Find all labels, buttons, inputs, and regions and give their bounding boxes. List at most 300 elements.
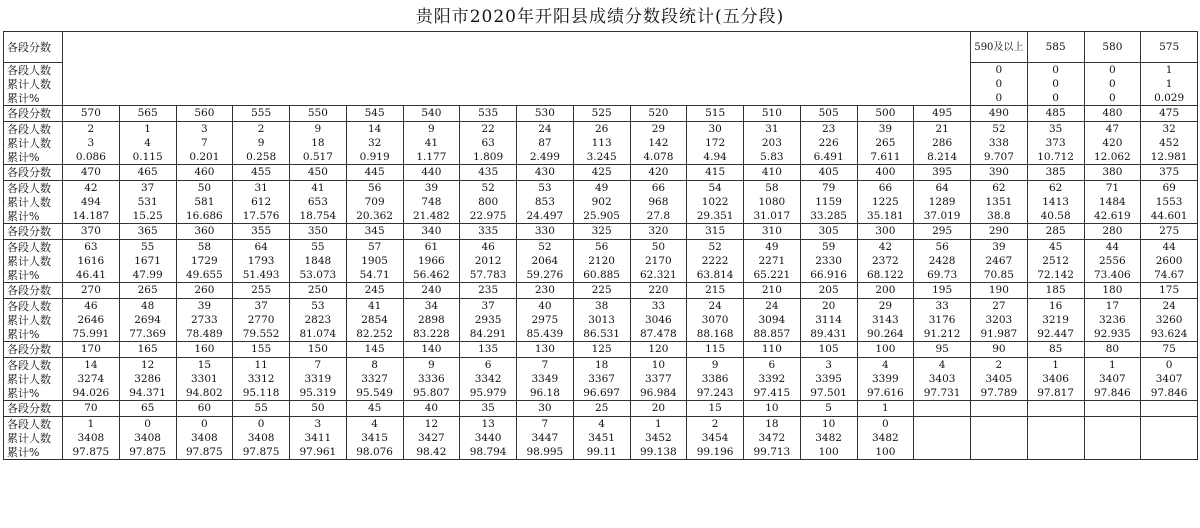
- cell-cums: 3440: [460, 431, 517, 445]
- cell-scores: 485: [1027, 106, 1084, 122]
- cell-cums: 2600: [1141, 254, 1198, 268]
- block-3-row-scores: [4, 283, 1198, 299]
- cell-scores: 470: [63, 165, 120, 181]
- cell-counts: [914, 417, 971, 432]
- cell-scores: 240: [403, 283, 460, 299]
- cell-cums: 2733: [176, 313, 233, 327]
- cell-pcts: 2.499: [517, 150, 574, 165]
- cell-counts: 6: [460, 358, 517, 373]
- cell-counts: 18: [573, 358, 630, 373]
- cell-counts: 64: [914, 181, 971, 196]
- cell-scores: 430: [517, 165, 574, 181]
- cell-cums: 3143: [857, 313, 914, 327]
- cell-cums: 373: [1027, 136, 1084, 150]
- cell-pcts: 53.073: [290, 268, 347, 283]
- cell-pcts: 97.616: [857, 386, 914, 401]
- cell-scores: 480: [1084, 106, 1141, 122]
- cell-counts: 37: [119, 181, 176, 196]
- cell-scores: 140: [403, 342, 460, 358]
- cell-pcts: 4.94: [687, 150, 744, 165]
- cell-counts: 17: [1084, 299, 1141, 314]
- cell-scores: 180: [1084, 283, 1141, 299]
- cell-counts: 39: [971, 240, 1028, 255]
- cell-scores: 290: [971, 224, 1028, 240]
- cell-cums: 2770: [233, 313, 290, 327]
- cell-scores: 280: [1084, 224, 1141, 240]
- cell-counts: 4: [346, 417, 403, 432]
- cell-pcts: 40.58: [1027, 209, 1084, 224]
- cell-scores: 515: [687, 106, 744, 122]
- cell-pcts: 66.916: [800, 268, 857, 283]
- cell-scores: 200: [857, 283, 914, 299]
- block-4-row-scores: [4, 342, 1198, 358]
- block-1-row-counts: [4, 181, 1198, 196]
- cell-cums: 3176: [914, 313, 971, 327]
- cell-pcts: 59.276: [517, 268, 574, 283]
- cell-cums: 2120: [573, 254, 630, 268]
- cell-pcts: 77.369: [119, 327, 176, 342]
- block-4-row-counts: [4, 358, 1198, 373]
- cell-pcts: 91.987: [971, 327, 1028, 342]
- cell-counts: 39: [176, 299, 233, 314]
- cell-scores: 580: [1084, 32, 1141, 63]
- cell-pcts: 97.817: [1027, 386, 1084, 401]
- cell-scores: 555: [233, 106, 290, 122]
- cell-pcts: 94.371: [119, 386, 176, 401]
- cell-scores: 390: [971, 165, 1028, 181]
- cell-scores: 565: [119, 106, 176, 122]
- cell-pcts: 0.029: [1141, 91, 1198, 106]
- cell-scores: 475: [1141, 106, 1198, 122]
- cell-counts: 0: [1027, 63, 1084, 78]
- cell-pcts: 0.517: [290, 150, 347, 165]
- cell-scores: 395: [914, 165, 971, 181]
- cell-cums: 1159: [800, 195, 857, 209]
- cell-scores: 550: [290, 106, 347, 122]
- block-5-row-scores: [4, 401, 1198, 417]
- cell-cums: 1729: [176, 254, 233, 268]
- cell-cums: 3415: [346, 431, 403, 445]
- cell-counts: 21: [914, 122, 971, 137]
- row-label-pct: 累计%: [4, 150, 63, 165]
- cell-counts: 55: [119, 240, 176, 255]
- cell-cums: 9: [233, 136, 290, 150]
- block-1-row-cums: [4, 195, 1198, 209]
- cell-counts: 9: [290, 122, 347, 137]
- cell-pcts: 20.362: [346, 209, 403, 224]
- cell-counts: 50: [176, 181, 233, 196]
- cell-pcts: 81.074: [290, 327, 347, 342]
- cell-counts: 45: [1027, 240, 1084, 255]
- cell-cums: 3349: [517, 372, 574, 386]
- cell-pcts: [914, 445, 971, 460]
- cell-cums: 3236: [1084, 313, 1141, 327]
- cell-counts: 38: [573, 299, 630, 314]
- cell-counts: 39: [857, 122, 914, 137]
- cell-cums: 41: [403, 136, 460, 150]
- cell-scores: 225: [573, 283, 630, 299]
- cell-pcts: 72.142: [1027, 268, 1084, 283]
- cell-cums: 1484: [1084, 195, 1141, 209]
- cell-counts: 24: [687, 299, 744, 314]
- cell-counts: 62: [1027, 181, 1084, 196]
- cell-cums: 1351: [971, 195, 1028, 209]
- cell-scores: 90: [971, 342, 1028, 358]
- cell-counts: 58: [176, 240, 233, 255]
- cell-scores: 400: [857, 165, 914, 181]
- cell-cums: 3386: [687, 372, 744, 386]
- cell-scores: 365: [119, 224, 176, 240]
- cell-scores: 590及以上: [971, 32, 1028, 63]
- cell-pcts: 25.905: [573, 209, 630, 224]
- cell-pcts: 87.478: [630, 327, 687, 342]
- cell-scores: 230: [517, 283, 574, 299]
- cell-pcts: 31.017: [744, 209, 801, 224]
- cell-counts: 9: [687, 358, 744, 373]
- cell-cums: 3395: [800, 372, 857, 386]
- cell-pcts: 21.482: [403, 209, 460, 224]
- cell-cums: 3260: [1141, 313, 1198, 327]
- cell-counts: 24: [744, 299, 801, 314]
- cell-counts: 6: [744, 358, 801, 373]
- cell-cums: 3013: [573, 313, 630, 327]
- cell-pcts: 98.794: [460, 445, 517, 460]
- block-2-row-scores: [4, 224, 1198, 240]
- cell-cums: 2271: [744, 254, 801, 268]
- cell-pcts: 95.118: [233, 386, 290, 401]
- cell-counts: 12: [403, 417, 460, 432]
- cell-scores: 330: [517, 224, 574, 240]
- cell-pcts: 95.979: [460, 386, 517, 401]
- cell-pcts: 68.122: [857, 268, 914, 283]
- cell-cums: 3408: [233, 431, 290, 445]
- cell-scores: 505: [800, 106, 857, 122]
- cell-cums: 3405: [971, 372, 1028, 386]
- cell-counts: 50: [630, 240, 687, 255]
- cell-scores: 245: [346, 283, 403, 299]
- cell-cums: 87: [517, 136, 574, 150]
- cell-pcts: 90.264: [857, 327, 914, 342]
- row-label-pct: 累计%: [4, 327, 63, 342]
- cell-cums: 1616: [63, 254, 120, 268]
- cell-pcts: 51.493: [233, 268, 290, 283]
- cell-pcts: 38.8: [971, 209, 1028, 224]
- cell-pcts: 97.243: [687, 386, 744, 401]
- cell-cums: 1905: [346, 254, 403, 268]
- cell-cums: 709: [346, 195, 403, 209]
- cell-cums: 1793: [233, 254, 290, 268]
- cell-counts: 41: [346, 299, 403, 314]
- cell-counts: 66: [630, 181, 687, 196]
- cell-cums: 2170: [630, 254, 687, 268]
- cell-counts: 79: [800, 181, 857, 196]
- cell-pcts: 0: [1027, 91, 1084, 106]
- block-2-row-pcts: [4, 268, 1198, 283]
- cell-pcts: 37.019: [914, 209, 971, 224]
- cell-counts: 33: [914, 299, 971, 314]
- cell-pcts: 73.406: [1084, 268, 1141, 283]
- cell-counts: 3: [290, 417, 347, 432]
- cell-counts: 53: [290, 299, 347, 314]
- cell-counts: [1084, 417, 1141, 432]
- cell-cums: 286: [914, 136, 971, 150]
- cell-pcts: 65.221: [744, 268, 801, 283]
- cell-cums: 2898: [403, 313, 460, 327]
- cell-counts: 55: [290, 240, 347, 255]
- row-label-pct: 累计%: [4, 91, 63, 106]
- cell-pcts: 97.875: [233, 445, 290, 460]
- cell-scores: 70: [63, 401, 120, 417]
- cell-cums: 2064: [517, 254, 574, 268]
- cell-counts: 7: [517, 417, 574, 432]
- cell-cums: 3408: [63, 431, 120, 445]
- cell-counts: 39: [403, 181, 460, 196]
- cell-pcts: 0: [1084, 91, 1141, 106]
- cell-pcts: 79.552: [233, 327, 290, 342]
- row-label-count: 各段人数: [4, 122, 63, 137]
- cell-counts: 20: [800, 299, 857, 314]
- cell-pcts: 82.252: [346, 327, 403, 342]
- cell-scores: 325: [573, 224, 630, 240]
- cell-counts: 66: [857, 181, 914, 196]
- cell-pcts: 88.168: [687, 327, 744, 342]
- cell-scores: 20: [630, 401, 687, 417]
- cell-counts: 61: [403, 240, 460, 255]
- cell-counts: 4: [573, 417, 630, 432]
- cell-counts: 49: [744, 240, 801, 255]
- cell-scores: 1: [857, 401, 914, 417]
- cell-pcts: 62.321: [630, 268, 687, 283]
- cell-pcts: 17.576: [233, 209, 290, 224]
- cell-scores: 250: [290, 283, 347, 299]
- cell-scores: 585: [1027, 32, 1084, 63]
- cell-cums: 1671: [119, 254, 176, 268]
- cell-scores: 530: [517, 106, 574, 122]
- cell-pcts: 99.11: [573, 445, 630, 460]
- cell-cums: [1141, 431, 1198, 445]
- cell-scores: 320: [630, 224, 687, 240]
- cell-pcts: 96.984: [630, 386, 687, 401]
- cell-pcts: 100: [800, 445, 857, 460]
- cell-cums: [1027, 431, 1084, 445]
- row-label-score: 各段分数: [4, 224, 63, 240]
- cell-cums: 4: [119, 136, 176, 150]
- cell-cums: 3452: [630, 431, 687, 445]
- cell-scores: 445: [346, 165, 403, 181]
- cell-pcts: 99.138: [630, 445, 687, 460]
- row-label-score: 各段分数: [4, 401, 63, 417]
- cell-counts: 23: [800, 122, 857, 137]
- cell-scores: 160: [176, 342, 233, 358]
- cell-counts: 42: [63, 181, 120, 196]
- cell-scores: 215: [687, 283, 744, 299]
- cell-counts: [971, 417, 1028, 432]
- row-label-pct: 累计%: [4, 445, 63, 460]
- cell-scores: 380: [1084, 165, 1141, 181]
- row-label-cum: 累计人数: [4, 136, 63, 150]
- block-4-row-pcts: [4, 386, 1198, 401]
- cell-counts: 52: [687, 240, 744, 255]
- cell-cums: 3336: [403, 372, 460, 386]
- cell-scores: [1084, 401, 1141, 417]
- cell-counts: 54: [687, 181, 744, 196]
- cell-scores: 25: [573, 401, 630, 417]
- cell-cums: 3327: [346, 372, 403, 386]
- cell-cums: 0: [1027, 77, 1084, 91]
- row-label-cum: 累计人数: [4, 313, 63, 327]
- cell-scores: 170: [63, 342, 120, 358]
- cell-cums: 1022: [687, 195, 744, 209]
- cell-scores: [1027, 401, 1084, 417]
- cell-cums: 2330: [800, 254, 857, 268]
- cell-scores: 305: [800, 224, 857, 240]
- cell-pcts: 15.25: [119, 209, 176, 224]
- cell-pcts: 0.115: [119, 150, 176, 165]
- cell-scores: 165: [119, 342, 176, 358]
- cell-scores: 145: [346, 342, 403, 358]
- cell-pcts: 56.462: [403, 268, 460, 283]
- cell-cums: 3407: [1141, 372, 1198, 386]
- cell-scores: 435: [460, 165, 517, 181]
- cell-cums: 1289: [914, 195, 971, 209]
- cell-pcts: 94.026: [63, 386, 120, 401]
- cell-cums: 0: [1084, 77, 1141, 91]
- cell-scores: 490: [971, 106, 1028, 122]
- cell-pcts: 0.919: [346, 150, 403, 165]
- block-3-row-cums: [4, 313, 1198, 327]
- cell-cums: 2935: [460, 313, 517, 327]
- cell-pcts: 0.086: [63, 150, 120, 165]
- cell-cums: 3070: [687, 313, 744, 327]
- cell-pcts: 97.415: [744, 386, 801, 401]
- cell-counts: 14: [346, 122, 403, 137]
- cell-counts: 26: [573, 122, 630, 137]
- cell-counts: [1027, 417, 1084, 432]
- cell-counts: 18: [744, 417, 801, 432]
- cell-cums: 3482: [800, 431, 857, 445]
- cell-scores: 560: [176, 106, 233, 122]
- cell-counts: 37: [460, 299, 517, 314]
- cell-pcts: 97.875: [176, 445, 233, 460]
- cell-cums: 800: [460, 195, 517, 209]
- cell-counts: 1: [1084, 358, 1141, 373]
- score-table: [3, 31, 1198, 460]
- cell-counts: 71: [1084, 181, 1141, 196]
- cell-counts: 9: [403, 358, 460, 373]
- cell-pcts: 97.875: [119, 445, 176, 460]
- cell-scores: 135: [460, 342, 517, 358]
- cell-cums: 338: [971, 136, 1028, 150]
- cell-counts: 12: [119, 358, 176, 373]
- cell-scores: [971, 401, 1028, 417]
- cell-pcts: 99.196: [687, 445, 744, 460]
- cell-counts: 1: [630, 417, 687, 432]
- cell-counts: 2: [687, 417, 744, 432]
- cell-counts: 0: [1084, 63, 1141, 78]
- cell-cums: 531: [119, 195, 176, 209]
- cell-scores: 150: [290, 342, 347, 358]
- cell-cums: 2012: [460, 254, 517, 268]
- cell-cums: 3454: [687, 431, 744, 445]
- cell-pcts: 97.875: [63, 445, 120, 460]
- cell-pcts: 96.18: [517, 386, 574, 401]
- cell-cums: 452: [1141, 136, 1198, 150]
- block-0-row-scores: [4, 106, 1198, 122]
- cell-pcts: 86.531: [573, 327, 630, 342]
- cell-pcts: 69.73: [914, 268, 971, 283]
- cell-counts: 7: [290, 358, 347, 373]
- cell-pcts: 96.697: [573, 386, 630, 401]
- block-4-row-cums: [4, 372, 1198, 386]
- cell-pcts: 78.489: [176, 327, 233, 342]
- row-label-count: 各段人数: [4, 299, 63, 314]
- cell-cums: 853: [517, 195, 574, 209]
- cell-scores: 30: [517, 401, 574, 417]
- cell-cums: 1966: [403, 254, 460, 268]
- cell-cums: 2372: [857, 254, 914, 268]
- cell-cums: 3377: [630, 372, 687, 386]
- cell-cums: 748: [403, 195, 460, 209]
- block-0-row-counts: [4, 122, 1198, 137]
- cell-cums: 3447: [517, 431, 574, 445]
- cell-scores: 425: [573, 165, 630, 181]
- cell-cums: 2854: [346, 313, 403, 327]
- cell-scores: 500: [857, 106, 914, 122]
- cell-cums: 3408: [119, 431, 176, 445]
- cell-counts: 46: [460, 240, 517, 255]
- cell-cums: 3411: [290, 431, 347, 445]
- cell-cums: 0: [971, 77, 1028, 91]
- cell-cums: 3319: [290, 372, 347, 386]
- cell-pcts: 97.789: [971, 386, 1028, 401]
- cell-scores: 525: [573, 106, 630, 122]
- cell-scores: [914, 401, 971, 417]
- cell-counts: 49: [573, 181, 630, 196]
- cell-pcts: 97.846: [1141, 386, 1198, 401]
- cell-counts: 56: [914, 240, 971, 255]
- block-3-row-counts: [4, 299, 1198, 314]
- cell-counts: 1: [1141, 63, 1198, 78]
- cell-scores: 15: [687, 401, 744, 417]
- cell-scores: 65: [119, 401, 176, 417]
- block-2-row-counts: [4, 240, 1198, 255]
- cell-scores: 195: [914, 283, 971, 299]
- cell-pcts: 89.431: [800, 327, 857, 342]
- cell-cums: 63: [460, 136, 517, 150]
- cell-counts: 22: [460, 122, 517, 137]
- cell-scores: 415: [687, 165, 744, 181]
- cell-counts: 62: [971, 181, 1028, 196]
- cell-pcts: [1027, 445, 1084, 460]
- cell-pcts: 12.981: [1141, 150, 1198, 165]
- cell-pcts: 0: [971, 91, 1028, 106]
- cell-cums: 3482: [857, 431, 914, 445]
- cell-scores: 450: [290, 165, 347, 181]
- cell-counts: 24: [517, 122, 574, 137]
- cell-scores: 235: [460, 283, 517, 299]
- cell-pcts: [971, 445, 1028, 460]
- cell-pcts: 92.935: [1084, 327, 1141, 342]
- cell-cums: 3203: [971, 313, 1028, 327]
- cell-scores: 465: [119, 165, 176, 181]
- cell-pcts: 1.177: [403, 150, 460, 165]
- cell-pcts: 12.062: [1084, 150, 1141, 165]
- cell-cums: [1084, 431, 1141, 445]
- cell-cums: 2428: [914, 254, 971, 268]
- cell-scores: 95: [914, 342, 971, 358]
- block-5-row-cums: [4, 431, 1198, 445]
- cell-pcts: 4.078: [630, 150, 687, 165]
